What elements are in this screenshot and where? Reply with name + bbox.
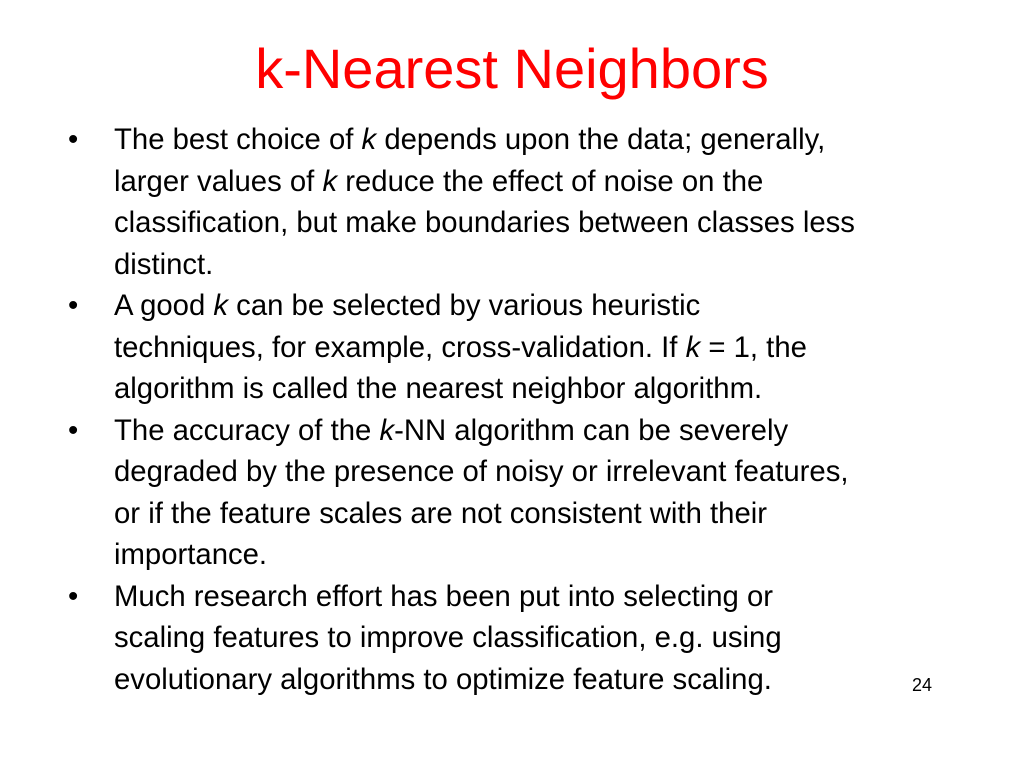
text-run: reduce the effect of noise on the	[337, 164, 764, 198]
bullet-line	[114, 327, 1008, 369]
bullet-line	[114, 202, 1008, 244]
bullet-item	[68, 285, 1008, 410]
bullet-line	[114, 451, 1008, 493]
bullet-list	[68, 119, 1008, 700]
text-run: techniques, for example, cross-validation. If	[114, 330, 686, 364]
variable-k: k	[361, 123, 377, 156]
text-run: = 1, the	[700, 330, 807, 364]
bullet-dot-icon: •	[68, 123, 79, 156]
bullet-line	[114, 493, 1008, 535]
variable-k: k	[685, 330, 701, 364]
page-number: 24	[912, 675, 933, 695]
slide-title: k-Nearest Neighbors	[255, 37, 769, 100]
bullet-dot-icon: •	[68, 579, 79, 613]
bullet-line	[114, 659, 1008, 701]
text-run: distinct.	[114, 247, 214, 281]
text-run: evolutionary algorithms to optimize feature scaling.	[114, 662, 772, 696]
text-run: A good	[114, 289, 214, 322]
bullet-item	[68, 576, 1008, 701]
bullet-dot-icon: •	[68, 289, 79, 322]
bullet-line	[114, 368, 1008, 410]
text-run: The accuracy of the	[114, 413, 380, 447]
text-run: depends upon the data; generally,	[376, 123, 826, 156]
bullet-line	[114, 244, 1008, 286]
bullet-line	[114, 576, 1008, 618]
text-run: can be selected by various heuristic	[228, 289, 701, 322]
variable-k: k	[322, 164, 338, 198]
text-run: larger values of	[114, 164, 323, 198]
bullet-item	[68, 119, 1008, 285]
text-run: Much research effort has been put into selecting or	[114, 579, 774, 613]
text-run: scaling features to improve classification, e.g. using	[114, 621, 782, 654]
text-run: The best choice of	[114, 123, 362, 156]
text-run: classification, but make boundaries between classes less	[114, 206, 855, 239]
text-run: algorithm is called the nearest neighbor algorithm.	[114, 372, 763, 405]
bullet-dot-icon: •	[68, 413, 79, 447]
text-run: or if the feature scales are not consistent with their	[114, 496, 768, 530]
bullet-line	[114, 617, 1008, 659]
text-run: importance.	[114, 538, 268, 571]
bullet-line	[114, 410, 1008, 452]
bullet-line	[114, 285, 1008, 327]
text-run: -NN algorithm can be severely	[394, 413, 789, 447]
bullet-line	[114, 161, 1008, 203]
bullet-item	[68, 410, 1008, 576]
bullet-line	[114, 119, 1008, 161]
text-run: degraded by the presence of noisy or irrelevant features,	[114, 455, 849, 488]
bullet-line	[114, 534, 1008, 576]
variable-k: k	[213, 289, 229, 322]
variable-k: k	[379, 413, 395, 447]
